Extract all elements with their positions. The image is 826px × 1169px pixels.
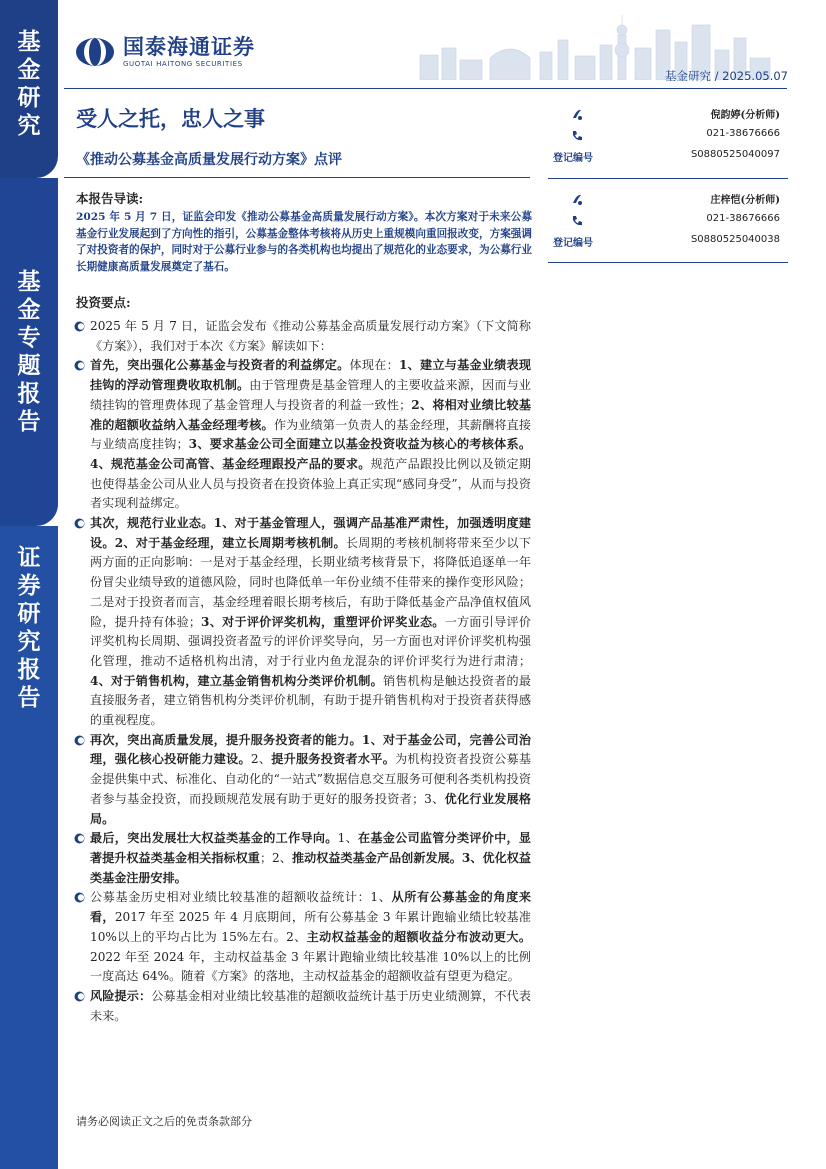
report-category-date: 基金研究 / 2025.05.07 (664, 69, 788, 83)
sidebar-char: 基 (17, 269, 41, 295)
investment-point (76, 356, 531, 514)
emphasis-text: 提升服务投资者水平。 (271, 752, 396, 767)
investment-point (76, 514, 531, 731)
investment-point (76, 829, 531, 888)
body-text: 销售机构是触达投资者的最直接服务者，建立销售机构分类评价机制，有助于提升销售机构对于投资者获得感的重视程度。 (90, 673, 531, 728)
sidebar-char: 告 (17, 409, 41, 435)
bullet-icon (74, 892, 85, 903)
emphasis-text: 优化行业发展格局。 (90, 791, 531, 826)
body-text: 作为业绩第一负责人的基金经理，其薪酬将直接与业绩高度挂钩； (90, 417, 531, 452)
sidebar-char: 专 (17, 325, 41, 351)
emphasis-text: 1、建立与基金业绩表现挂钩的浮动管理费收取机制。 (90, 358, 531, 393)
investment-point (76, 888, 531, 987)
sidebar-char: 报 (17, 656, 41, 683)
sidebar-char: 金 (17, 297, 41, 323)
body-text: 长周期的考核机制将带来至少以下两方面的正向影响：一是对于基金经理，长期业绩考核背景下，将降低追逐单一年份冒尖业绩导致的道德风险，同时也降低单一年份业绩不佳带来的操作变形风险；二是对于投资者而言，基金经理着眼长期考核后，有助于降低基金产品净值权值风险，提升持有体验； (90, 535, 531, 629)
bullet-icon (74, 321, 85, 332)
summary-heading: 本报告导读: (76, 191, 144, 206)
body-text: 2022 年至 2024 年，主动权益基金 3 年累计跑输业绩比较基准 10%以上的比例一度高达 64%。随着《方案》的落地，主动权益基金的超额收益有望更为稳定。 (90, 949, 531, 984)
sidebar-char: 研 (17, 600, 41, 627)
body-text: 公募基金相对业绩比较基准的超额收益统计基于历史业绩测算，不代表未来。 (90, 988, 531, 1023)
emphasis-text: 从所有公募基金的角度来看， (90, 890, 531, 925)
body-text: 2017 年至 2025 年 4 月底期间，所有公募基金 3 年累计跑输业绩比较基准 10%以上的平均占比为 15%左右。2、 (90, 910, 531, 944)
investment-points (76, 317, 531, 1026)
sidebar-tag-fund-research (0, 0, 58, 178)
analyst-phone: 021-38676666 (706, 128, 780, 139)
phone-icon (570, 129, 584, 143)
disclaimer-footer: 请务必阅读正文之后的免责条款部分 (76, 1115, 252, 1128)
emphasis-text: 首先，突出强化公募基金与投资者的利益绑定。 (90, 358, 350, 373)
emphasis-text: 主动权益基金的超额收益分布波动更大。 (306, 929, 531, 944)
bullet-icon (74, 735, 85, 746)
registration-number: S0880525040097 (690, 149, 780, 160)
emphasis-text: 风险提示： (90, 988, 152, 1003)
body-text: 2025 年 5 月 7 日，证监会发布《推动公募基金高质量发展行动方案》（下文简称《方案》），我们对于本次《方案》解读如下： (90, 319, 531, 353)
sidebar-char: 金 (17, 57, 41, 83)
body-text: 体现在： (349, 358, 399, 373)
body-text: ；2、 (259, 850, 292, 865)
emphasis-text: 4、对于销售机构，建立基金销售机构分类评价机制。 (90, 673, 383, 688)
registration-label: 登记编号 (553, 153, 593, 164)
left-sidebar (0, 0, 58, 1169)
sidebar-char: 究 (17, 113, 41, 139)
phone-icon (570, 214, 584, 228)
analyst-divider (548, 262, 788, 263)
emphasis-text: 在基金公司监管分类评价中，显著提升权益类基金相关指标权重 (90, 831, 531, 865)
sidebar-char: 究 (17, 628, 41, 655)
brand-name-en: GUOTAI HAITONG SECURITIES (123, 60, 243, 68)
emphasis-text: 推动权益类基金产品创新发展。3、优化权益类基金注册安排。 (90, 850, 531, 885)
analyst-icon (570, 107, 584, 121)
report-title: 受人之托，忠人之事 (76, 106, 265, 131)
emphasis-text: 最后，突出发展壮大权益类基金的工作导向。 (90, 831, 338, 846)
brand-name: 国泰海通证券 (123, 35, 255, 59)
sidebar-char: 券 (17, 572, 41, 599)
sidebar-char: 告 (17, 684, 41, 711)
body-text: 1、 (337, 831, 358, 846)
bullet-icon (74, 360, 85, 371)
sidebar-char: 基 (17, 29, 41, 55)
emphasis-text: 再次，突出高质量发展，提升服务投资者的能力。1、对于基金公司，完善公司治理，强化核心投研能力建设。 (90, 732, 531, 767)
summary-text: 2025 年 5 月 7 日，证监会印发《推动公募基金高质量发展行动方案》。本次方案对于未来公募基金行业发展起到了方向性的指引，公募基金整体考核将从历史上重规模向重回报改变，方案强调了对投资者的保护，同时对于公募行业参与的各类机构也均提出了规范化的业态要求，为公募行业长期健康高质量发展奠定了基石。 (76, 211, 532, 273)
investment-point (76, 317, 531, 356)
bullet-icon (74, 518, 85, 529)
bullet-icon (74, 991, 85, 1002)
investment-heading: 投资要点: (76, 295, 131, 310)
analyst-icon (570, 192, 584, 206)
analyst-card (548, 106, 788, 166)
body-text: 公募基金历史相对业绩比较基准的超额收益统计：1、 (90, 890, 392, 905)
analyst-divider (548, 178, 788, 179)
emphasis-text: 3、要求基金公司全面建立以基金投资收益为核心的考核体系。4、规范基金公司高管、基金经理跟投产品的要求。 (90, 437, 531, 471)
investment-point (76, 987, 531, 1026)
brand-logo-icon (75, 37, 115, 67)
sidebar-char: 报 (17, 381, 41, 407)
emphasis-text: 2、将相对业绩比较基准的超额收益纳入基金经理考核。 (90, 397, 531, 432)
registration-number: S0880525040038 (690, 234, 780, 245)
sidebar-char: 研 (17, 85, 41, 111)
analyst-card (548, 191, 788, 251)
registration-label: 登记编号 (553, 238, 593, 249)
body-text: 一方面引导评价评奖机构长周期、强调投资者盈亏的评价评奖导向，另一方面也对评价评奖机构强化管理，推动不适格机构出清，对于行业内鱼龙混杂的评价评奖行为进行肃清； (90, 614, 531, 668)
sidebar-tag-securities-report (0, 526, 58, 1169)
body-text: 规范产品跟投比例以及锁定期也使得基金公司从业人员与投资者在投资体验上真正实现“感同身受”，从而与投资者实现利益绑定。 (90, 456, 531, 511)
body-text: 由于管理费是基金管理人的主要收益来源，因而与业绩挂钩的管理费体现了基金管理人与投资者的利益一致性； (90, 378, 531, 412)
body-text: 2、 (250, 752, 272, 767)
sidebar-char: 题 (17, 353, 41, 379)
investment-point (76, 731, 531, 830)
analyst-name: 倪韵婷(分析师) (710, 110, 780, 121)
emphasis-text: 其次，规范行业业态。1、对于基金管理人，强调产品基准严肃性，加强透明度建设。2、对于基金经理，建立长周期考核机制。 (90, 516, 531, 550)
sidebar-char: 证 (17, 544, 41, 571)
bullet-icon (74, 833, 85, 844)
analyst-phone: 021-38676666 (706, 213, 780, 224)
report-subtitle: 《推动公募基金高质量发展行动方案》点评 (76, 152, 342, 168)
sidebar-tag-fund-report (0, 178, 58, 526)
body-text: 为机构投资者投资公募基金提供集中式、标准化、自动化的“一站式”数据信息交互服务可便利各类机构投资者参与基金投资，而投顾规范发展有助于更好的服务投资者；3、 (90, 752, 531, 806)
subtitle-divider (64, 177, 530, 178)
emphasis-text: 3、对于评价评奖机构，重塑评价评奖业态。 (201, 614, 445, 629)
analyst-name: 庄梓恺(分析师) (710, 195, 780, 206)
brand-logo (75, 36, 255, 68)
header-divider (64, 88, 787, 89)
